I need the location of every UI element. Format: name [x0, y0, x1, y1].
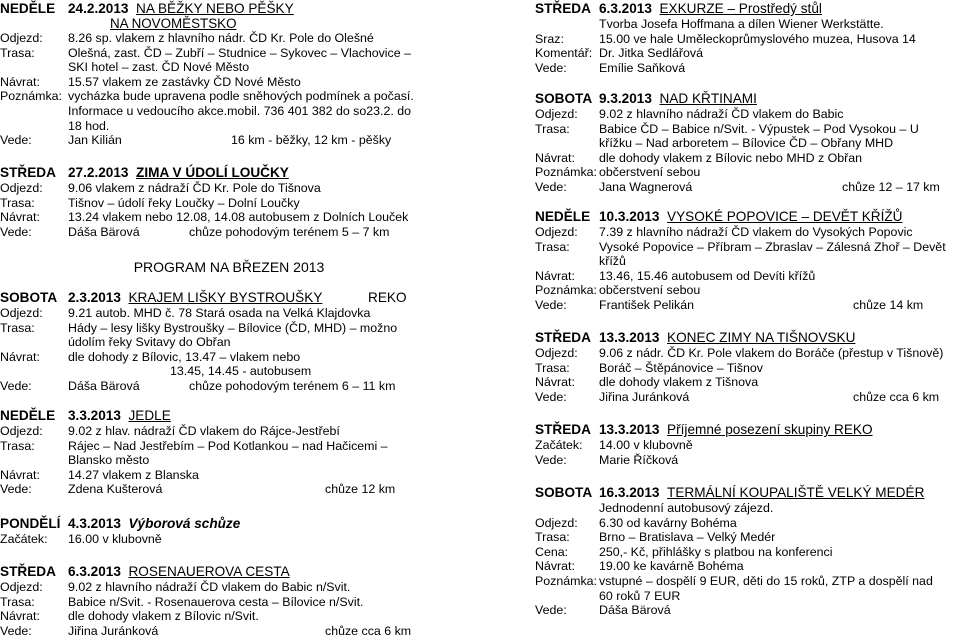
leader: Jiřina Juránková — [68, 623, 159, 638]
return: 13.46, 15.46 autobusem od Devíti křížů — [599, 268, 816, 283]
route: Babice n/Svit. - Rosenauerova cesta – Bílovice n/Svit. — [68, 594, 364, 609]
event-title: KONEC ZIMY NA TIŠNOVSKU — [667, 330, 856, 345]
event-24-2: NEDĚLE 24.2.2013 NA BĚŽKY NEBO PĚŠKY NA NOVOMĚSTSKO Odjezd: 8.26 sp. vlakem z hlavního nádr. ČD Kr. Pole do Olešné Trasa: Olešná, zast. ČD – Zubří – Studnice – Sykovec – Vlachovice – SKI hotel – zast. ČD Nové Město Návrat: 15.57 vlakem ze zastávky ČD Nové Město Poznámka: vycházka bude upravena podle sněhových podmínek a počasí. Informace u vedoucího akce.mobil. 736 401 382 do so23.2. do 18 hod. Vede: Jan Kilián 16 km - běžky, 12 km - pěšky — [0, 0, 418, 148]
subtitle: Tvorba Josefa Hoffmana a dílen Wiener Werkstätte. — [599, 17, 884, 31]
departure: 9.02 z hlav. nádraží ČD vlakem do Rájce-Jestřebí — [68, 424, 340, 438]
leader: Jana Wagnerová — [599, 179, 693, 194]
return: dle dohody z Bílovic, 13.47 – vlakem nebo — [68, 349, 301, 364]
distance: chůze 14 km — [853, 297, 924, 312]
event-title: EXKURZE – Prostředý stůl — [659, 1, 822, 16]
event-day: NEDĚLE — [0, 1, 56, 16]
leader: Emílie Saňková — [599, 60, 686, 75]
leader: Dáša Bärová — [68, 378, 140, 393]
event-13-3: STŘEDA 13.3.2013 KONEC ZIMY NA TIŠNOVSKU Odjezd: 9.06 z nádr. ČD Kr. Pole vlakem do Boráče (přestup v Tišnově) Trasa: Boráč – Štěpánovice – Tišnov Návrat: dle dohody vlakem z Tišnova Vede: Jiřina Juránková chůze cca 6 km — [535, 329, 959, 404]
route: Vysoké Popovice – Příbram – Zbraslav – Zálesná Zhoř – Devět — [599, 239, 946, 254]
distance: chůze pohodovým terénem 5 – 7 km — [189, 224, 390, 239]
event-27-2: STŘEDA 27.2.2013 ZIMA V ÚDOLÍ LOUČKY Odjezd: 9.06 vlakem z nádraží ČD Kr. Pole do Tišnova Trasa: Tišnov – údolí řeky Loučky – Dolní Loučky Návrat: 13.24 vlakem nebo 12.08, 14.08 autobusem z Dolních Louček Vede: Dáša Bärová chůze pohodovým terénem 5 – 7 km — [0, 164, 418, 239]
departure: 6.30 od kavárny Bohéma — [599, 515, 737, 530]
leader: Dáša Bärová — [599, 603, 671, 618]
event-4-3: PONDĚLÍ 4.3.2013 Výborová schůze Začátek: 16.00 v klubovně — [0, 515, 418, 547]
event-2-3: SOBOTA 2.3.2013 KRAJEM LIŠKY BYSTROUŠKY REKO Odjezd: 9.21 autob. MHD č. 78 Stará osada na Velká Klajdovka Trasa: Hády – lesy lišky Bystroušky – Bílovice (ČD, MHD) – možno údolím řeky Svitavy do Obřan Návrat: dle dohody z Bílovic, 13.47 – vlakem nebo 13.45, 14.45 - autobusem Vede: Dáša Bärová chůze pohodovým terénem 6 – 11 km — [0, 289, 418, 394]
route: Brno – Bratislava – Velký Medér — [599, 530, 776, 545]
departure: 7.39 z hlavního nádraží ČD vlakem do Vysokých Popovic — [599, 225, 913, 239]
leader: Jan Kilián — [68, 133, 122, 148]
event-3-3: NEDĚLE 3.3.2013 JEDLE Odjezd: 9.02 z hlav. nádraží ČD vlakem do Rájce-Jestřebí Trasa: Rájec – Nad Jestřebím – Pod Kotlankou – nad Hačicemi – Blansko město Návrat: 14.27 vlakem z Blanska Vede: Zdena Kušterová chůze 12 km — [0, 407, 418, 497]
start: 16.00 v klubovně — [68, 532, 162, 546]
return: 14.27 vlakem z Blanska — [68, 467, 199, 482]
program-banner: PROGRAM NA BŘEZEN 2013 — [133, 259, 325, 275]
event-9-3: SOBOTA 9.3.2013 NAD KŘTINAMI Odjezd: 9.02 z hlavního nádraží ČD vlakem do Babic Trasa: Babice ČD – Babice n/Svit. - Výpustek – Pod Vysokou – U křížku – Nad arboretem – Bílovice ČD – Obřany MHD Návrat: dle dohody vlakem z Bílovic nebo MHD z Obřan Poznámka: občerstvení sebou Vede: Jana Wagnerová chůze 12 – 17 km — [535, 90, 959, 195]
return: dle dohody vlakem z Bílovic nebo MHD z Obřan — [599, 150, 863, 165]
leader: Zdena Kušterová — [68, 482, 163, 497]
note: vycházka bude upravena podle sněhových podmínek a počasí. — [68, 89, 414, 104]
event-title: KRAJEM LIŠKY BYSTROUŠKY — [128, 290, 323, 305]
departure: 9.02 z hlavního nádraží ČD vlakem do Babic — [599, 107, 844, 121]
route: Olešná, zast. ČD – Zubří – Studnice – Sykovec – Vlachovice – — [68, 45, 411, 60]
route: Babice ČD – Babice n/Svit. - Výpustek – Pod Vysokou – U — [599, 121, 919, 136]
route: Hády – lesy lišky Bystroušky – Bílovice (ČD, MHD) – možno — [68, 320, 398, 335]
event-title: ROSENAUEROVA CESTA — [128, 564, 290, 579]
leader: Marie Říčková — [599, 452, 679, 467]
event-title: VYSOKÉ POPOVICE – DEVĚT KŘÍŽŮ — [667, 209, 903, 224]
return: 15.57 vlakem ze zastávky ČD Nové Město — [68, 74, 301, 89]
departure: 8.26 sp. vlakem z hlavního nádr. ČD Kr. Pole do Olešné — [68, 31, 374, 45]
departure: 9.21 autob. MHD č. 78 Stará osada na Velká Klajdovka — [68, 306, 371, 320]
distance: chůze pohodovým terénem 6 – 11 km — [189, 378, 396, 393]
departure: 9.06 vlakem z nádraží ČD Kr. Pole do Tišnova — [68, 181, 321, 195]
distance: 16 km - běžky, 12 km - pěšky — [231, 133, 392, 148]
note: vstupné – dospělí 9 EUR, děti do 15 roků, ZTP a dospělí nad — [599, 573, 933, 588]
meeting: 15.00 ve hale Uměleckoprůmyslového muzea, Husova 14 — [599, 31, 916, 46]
event-title: NAD KŘTINAMI — [659, 91, 757, 106]
return: dle dohody vlakem z Tišnova — [599, 375, 759, 390]
event-title: JEDLE — [128, 408, 171, 423]
event-title: TERMÁLNÍ KOUPALIŠTĚ VELKÝ MEDÉR — [667, 485, 925, 500]
leader: Jiřina Juránková — [599, 389, 690, 404]
return: 19.00 ke kavárně Bohéma — [599, 559, 744, 574]
event-title: 24.2.2013 NA BĚŽKY NEBO PĚŠKY — [68, 1, 294, 16]
event-title-cont: NA NOVOMĚSTSKO — [110, 16, 237, 31]
route: Boráč – Štěpánovice – Tišnov — [599, 360, 763, 375]
event-title: Příjemné posezení skupiny REKO — [667, 422, 873, 437]
price: 250,- Kč, přihlášky s platbou na konferenci — [599, 544, 833, 559]
leader: Dáša Bärová — [68, 224, 140, 239]
event-tag: REKO — [368, 290, 407, 305]
event-title: ZIMA V ÚDOLÍ LOUČKY — [136, 165, 289, 180]
note: občerstvení sebou — [599, 283, 701, 298]
distance: chůze cca 6 km — [325, 623, 412, 638]
event-6-3-exkurze: STŘEDA 6.3.2013 EXKURZE – Prostředý stůl Tvorba Josefa Hoffmana a dílen Wiener Werkstätte. Sraz: 15.00 ve hale Uměleckoprůmyslového muzea, Husova 14 Komentář: Dr. Jitka Sedlářová Vede: Emílie Saňková — [535, 0, 959, 75]
leader: František Pelikán — [599, 297, 695, 312]
departure: 9.06 z nádr. ČD Kr. Pole vlakem do Boráče (přestup v Tišnově) — [599, 346, 944, 360]
start: 14.00 v klubovně — [599, 438, 693, 452]
departure: 9.02 z hlavního nádraží ČD vlakem do Babic n/Svit. — [68, 580, 351, 594]
event-10-3: NEDĚLE 10.3.2013 VYSOKÉ POPOVICE – DEVĚT KŘÍŽŮ Odjezd: 7.39 z hlavního nádraží ČD vlakem do Vysokých Popovic Trasa: Vysoké Popovice – Příbram – Zbraslav – Zálesná Zhoř – Devět křížů Návrat: 13.46, 15.46 autobusem od Devíti křížů Poznámka: občerstvení sebou Vede: František Pelikán chůze 14 km — [535, 208, 959, 313]
distance: chůze cca 6 km — [853, 389, 940, 404]
event-6-3: STŘEDA 6.3.2013 ROSENAUEROVA CESTA Odjezd: 9.02 z hlavního nádraží ČD vlakem do Babic n/Svit. Trasa: Babice n/Svit. - Rosenauerova cesta – Bílovice n/Svit. Návrat: dle dohody vlakem z Bílovic n/Svit. Vede: Jiřina Juránková chůze cca 6 km — [0, 563, 418, 638]
route: Rájec – Nad Jestřebím – Pod Kotlankou – nad Hačicemi – — [68, 438, 388, 453]
subtitle: Jednodenní autobusový zájezd. — [599, 501, 774, 515]
event-title: Výborová schůze — [128, 516, 241, 531]
note: občerstvení sebou — [599, 165, 701, 180]
commentary: Dr. Jitka Sedlářová — [599, 46, 703, 61]
return: 13.24 vlakem nebo 12.08, 14.08 autobusem z Dolních Louček — [68, 210, 409, 225]
event-16-3: SOBOTA 16.3.2013 TERMÁLNÍ KOUPALIŠTĚ VELKÝ MEDÉR Jednodenní autobusový zájezd. Odjezd: 6.30 od kavárny Bohéma Trasa: Brno – Bratislava – Velký Medér Cena: 250,- Kč, přihlášky s platbou na konferenci Návrat: 19.00 ke kavárně Bohéma Poznámka: vstupné – dospělí 9 EUR, děti do 15 roků, ZTP a dospělí nad 60 roků 7 EUR Vede: Dáša Bärová — [535, 484, 959, 618]
distance: chůze 12 km — [325, 482, 396, 497]
route: Tišnov – údolí řeky Loučky – Dolní Loučky — [68, 195, 300, 210]
return: dle dohody vlakem z Bílovic n/Svit. — [68, 609, 259, 624]
event-13-3-reko: STŘEDA 13.3.2013 Příjemné posezení skupiny REKO Začátek: 14.00 v klubovně Vede: Marie Říčková — [535, 421, 959, 467]
distance: chůze 12 – 17 km — [842, 179, 940, 194]
